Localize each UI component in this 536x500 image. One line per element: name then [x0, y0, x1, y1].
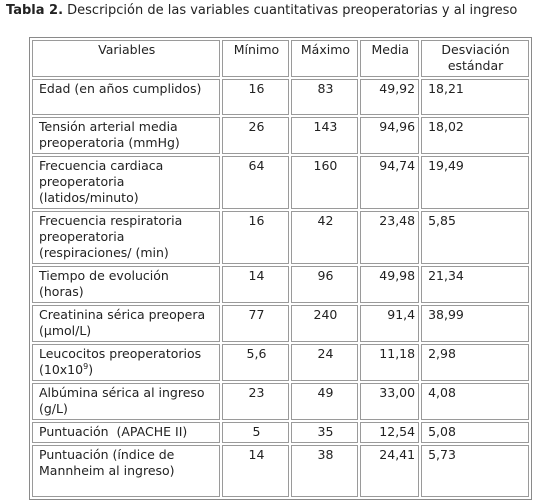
- max-cell: 35: [291, 422, 358, 443]
- table-row: [32, 445, 529, 497]
- sd-cell: 5,08: [421, 422, 529, 443]
- table-row: [32, 79, 529, 115]
- statistics-table: [29, 37, 532, 500]
- sd-cell: 19,49: [421, 156, 529, 209]
- sd-cell: 21,34: [421, 266, 529, 303]
- variable-cell: Frecuencia respiratoria preoperatoria (respiraciones/ (min): [32, 211, 220, 264]
- header-desviacion: Desviación estándar: [421, 40, 529, 77]
- max-cell: 38: [291, 445, 358, 497]
- variable-cell: Puntuación (APACHE II): [32, 422, 220, 443]
- sd-cell: 38,99: [421, 305, 529, 342]
- variable-cell: Edad (en años cumplidos): [32, 79, 220, 115]
- sd-cell: 18,21: [421, 79, 529, 115]
- max-cell: 42: [291, 211, 358, 264]
- table-row: [32, 305, 529, 342]
- min-cell: 14: [222, 266, 289, 303]
- caption-text: Descripción de las variables cuantitativas preoperatorias y al ingreso: [63, 3, 518, 18]
- mean-cell: 12,54: [360, 422, 419, 443]
- table-header-row: [32, 40, 529, 77]
- table-row: [32, 266, 529, 303]
- header-variables: Variables: [32, 40, 220, 77]
- table-row: [32, 344, 529, 381]
- min-cell: 16: [222, 79, 289, 115]
- exponent: 9: [83, 362, 89, 371]
- min-cell: 23: [222, 383, 289, 420]
- variable-cell: Frecuencia cardiaca preoperatoria (latidos/minuto): [32, 156, 220, 209]
- sd-cell: 2,98: [421, 344, 529, 381]
- variable-tail: ): [88, 362, 94, 377]
- mean-cell: 94,96: [360, 117, 419, 154]
- max-cell: 160: [291, 156, 358, 209]
- variable-cell: Creatinina sérica preopera (µmol/L): [32, 305, 220, 342]
- sd-cell: 5,85: [421, 211, 529, 264]
- variable-text: Leucocitos preoperatorios (10x10: [39, 346, 202, 377]
- mean-cell: 94,74: [360, 156, 419, 209]
- table-row: [32, 156, 529, 209]
- variable-cell: Albúmina sérica al ingreso (g/L): [32, 383, 220, 420]
- mean-cell: 49,98: [360, 266, 419, 303]
- mean-cell: 24,41: [360, 445, 419, 497]
- mean-cell: 33,00: [360, 383, 419, 420]
- min-cell: 26: [222, 117, 289, 154]
- max-cell: 49: [291, 383, 358, 420]
- min-cell: 64: [222, 156, 289, 209]
- mean-cell: 91,4: [360, 305, 419, 342]
- max-cell: 143: [291, 117, 358, 154]
- table-row: [32, 117, 529, 154]
- variable-cell: [32, 344, 220, 381]
- header-maximo: Máximo: [291, 40, 358, 77]
- mean-cell: 49,92: [360, 79, 419, 115]
- min-cell: 5,6: [222, 344, 289, 381]
- min-cell: 14: [222, 445, 289, 497]
- sd-cell: 5,73: [421, 445, 529, 497]
- variable-cell: Puntuación (índice de Mannheim al ingreso): [32, 445, 220, 497]
- min-cell: 5: [222, 422, 289, 443]
- mean-cell: 23,48: [360, 211, 419, 264]
- mean-cell: 11,18: [360, 344, 419, 381]
- table-row: [32, 422, 529, 443]
- min-cell: 16: [222, 211, 289, 264]
- table-caption: [6, 3, 517, 19]
- max-cell: 24: [291, 344, 358, 381]
- variable-cell: Tensión arterial media preoperatoria (mmHg): [32, 117, 220, 154]
- max-cell: 83: [291, 79, 358, 115]
- sd-cell: 18,02: [421, 117, 529, 154]
- max-cell: 96: [291, 266, 358, 303]
- min-cell: 77: [222, 305, 289, 342]
- header-media: Media: [360, 40, 419, 77]
- variable-cell: Tiempo de evolución (horas): [32, 266, 220, 303]
- table-row: [32, 211, 529, 264]
- max-cell: 240: [291, 305, 358, 342]
- sd-cell: 4,08: [421, 383, 529, 420]
- header-minimo: Mínimo: [222, 40, 289, 77]
- table-row: [32, 383, 529, 420]
- caption-label: Tabla 2.: [6, 3, 64, 18]
